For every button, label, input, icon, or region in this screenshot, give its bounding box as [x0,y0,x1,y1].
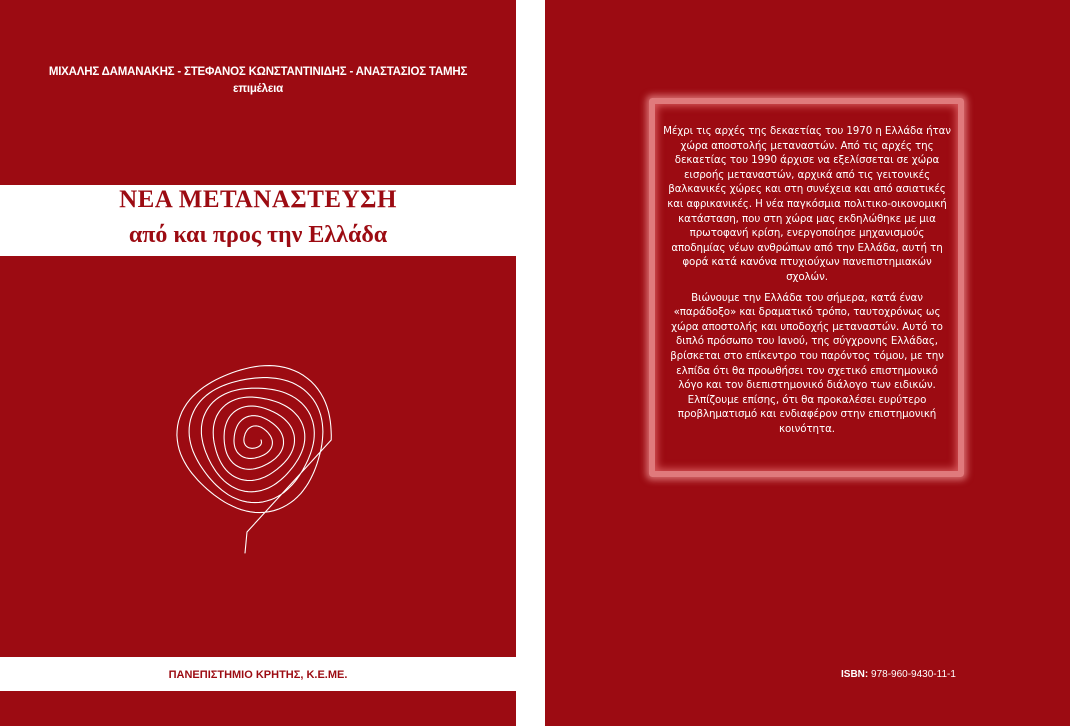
book-title: ΝΕΑ ΜΕΤΑΝΑΣΤΕΥΣΗ [119,186,397,213]
authors-block [0,64,516,98]
isbn-label: ISBN: [841,669,869,680]
authors-line: ΜΙΧΑΛΗΣ ΔΑΜΑΝΑΚΗΣ - ΣΤΕΦΑΝΟΣ ΚΩΝΣΤΑΝΤΙΝΙΔΗΣ - ΑΝΑΣΤΑΣΙΟΣ ΤΑΜΗΣ [48,66,468,78]
spiral-icon [150,355,350,565]
blurb-text [663,124,951,442]
back-cover [545,0,1070,726]
isbn [841,669,956,680]
book-subtitle: από και προς την Ελλάδα [128,222,388,248]
blurb-paragraph-2: Βιώνουμε την Ελλάδα του σήμερα, κατά έναν «παράδοξο» και δραματικό τρόπο, ταυτοχρόνως ως χώρα αποστολής και υποδοχής μεταναστών. Αυτό το διπλό πρόσωπο του Ιανού, της σύγχρονης Ελλάδας, βρίσκεται στο επίκεντρο του παρόντος τόμου, με την ελπίδα ότι θα προωθήσει τον σχετικό επιστημονικό λόγο και τον διεπιστημονικό διάλογο των ειδικών. Ελπίζουμε επίσης, ότι θα προκαλέσει ευρύτερο προβληματισμό και ενδιαφέρον στην επιστημονική κοινότητα. [670,291,944,435]
isbn-number: 978-960-9430-11-1 [868,669,956,680]
publisher-name: ΠΑΝΕΠΙΣΤΗΜΙΟ ΚΡΗΤΗΣ, Κ.Ε.ΜΕ. [168,669,348,681]
editorship-label: επιμέλεια [232,83,283,95]
blurb-paragraph-1: Μέχρι τις αρχές της δεκαετίας του 1970 η Ελλάδα ήταν χώρα αποστολής μεταναστών. Από τις αρχές της δεκαετίας του 1990 άρχισε να εξελίσσεται σε χώρα εισροής μεταναστών, αρχικά από τις γειτονικές βαλκανικές χώρες και στη συνέχεια και από ασιατικές και αφρικανικές. Η νέα παγκόσμια πολιτικο-οικονομική κατάσταση, που στη χώρα μας εκδηλώθηκε με μια πρωτοφανή κρίση, ενεργοποίησε μηχανισμούς αποδημίας νέων ανθρώπων από την Ελλάδα, αυτή τη φορά κατά κανόνα πτυχιούχων πανεπιστημιακών σχολών. [663,125,951,283]
front-cover [0,0,516,726]
